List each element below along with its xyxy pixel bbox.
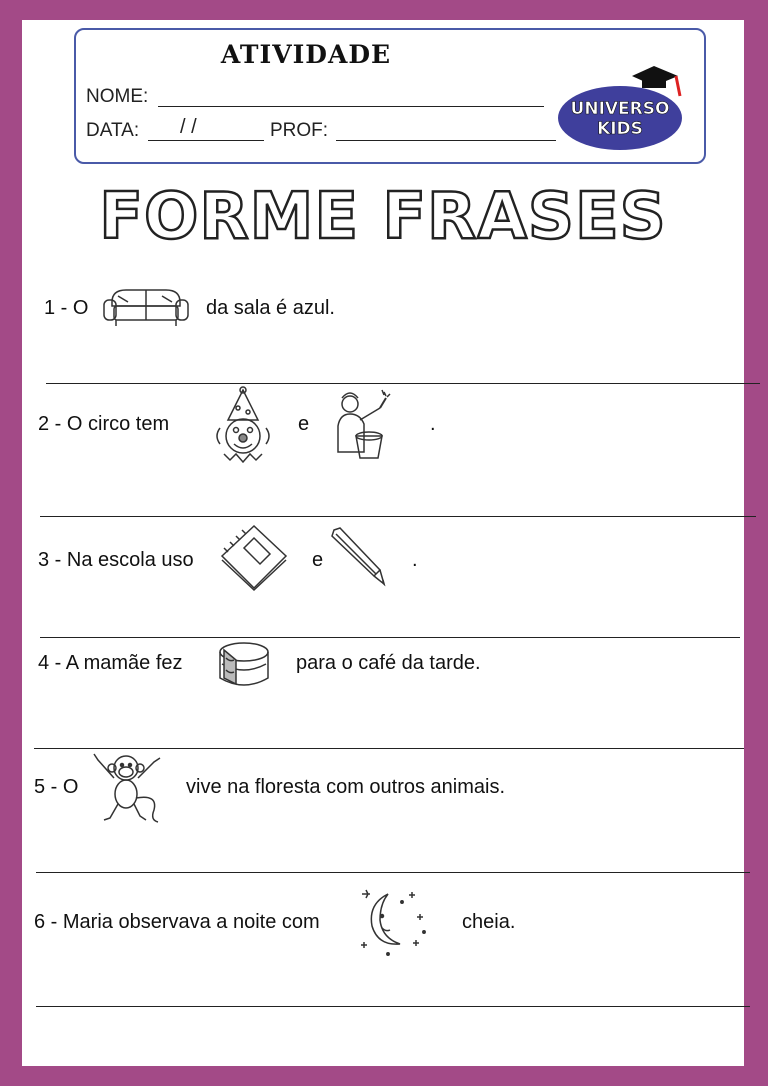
prof-label: PROF: [270,120,329,141]
date-slashes: / / [180,116,197,138]
q4-suffix: para o café da tarde. [296,652,481,674]
q4-prefix: 4 - A mamãe fez [38,652,183,674]
date-label: DATA: [86,120,140,141]
pencil-icon [328,526,388,588]
notebook-icon [216,522,290,592]
name-label: NOME: [86,86,149,107]
q3-prefix: 3 - Na escola uso [38,549,194,571]
worksheet [22,20,744,1066]
q3-mid: e [312,549,324,571]
answer-line-2[interactable] [40,516,756,517]
name-field[interactable] [158,106,544,107]
q1-suffix: da sala é azul. [206,297,335,319]
answer-line-4[interactable] [34,748,744,749]
prof-field[interactable] [336,140,556,141]
universo-kids-logo [554,64,692,152]
logo-line2: KIDS [597,119,643,139]
q5-prefix: 5 - O [34,776,79,798]
answer-line-3[interactable] [40,637,740,638]
moon-icon [358,884,432,958]
q2-mid: e [298,413,310,435]
answer-line-5[interactable] [36,872,750,873]
monkey-icon [92,750,166,824]
cake-icon [216,638,272,692]
q2-prefix: 2 - O circo tem [38,413,170,435]
answer-line-6[interactable] [36,1006,750,1007]
q6-suffix: cheia. [462,911,516,933]
q3-suffix: . [412,549,418,571]
sofa-icon [100,284,192,330]
q2-suffix: . [430,413,436,435]
date-field[interactable] [148,140,264,141]
page-title: FORME FRASES [99,180,667,254]
q5-suffix: vive na floresta com outros animais. [186,776,506,798]
header-box [74,28,706,164]
magician-icon [326,386,398,466]
logo-line1: UNIVERSO [570,99,670,119]
answer-line-1[interactable] [46,383,760,384]
q1-prefix: 1 - O [44,297,89,319]
q6-prefix: 6 - Maria observava a noite com [34,911,320,933]
activity-title: ATIVIDADE [220,40,392,69]
clown-icon [212,386,274,468]
